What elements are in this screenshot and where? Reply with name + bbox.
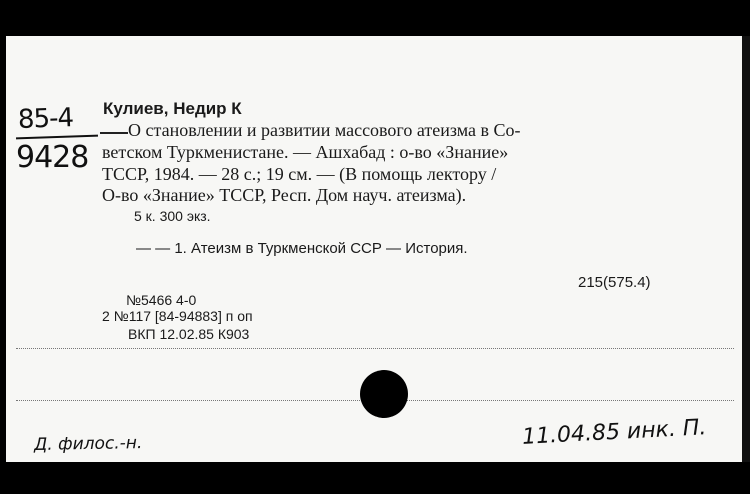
accession-note-1: №5466 4-0 xyxy=(126,292,197,308)
scan-border-bottom xyxy=(0,462,750,494)
shelf-mark-top: 85-4 xyxy=(17,103,74,135)
shelf-mark-bottom: 9428 xyxy=(16,140,89,175)
handwritten-note-left: Д. филос.-н. xyxy=(33,433,143,455)
scan-border-right xyxy=(742,36,750,462)
title-line-4: О-во «Знание» ТССР, Респ. Дом науч. атеизма). xyxy=(102,185,467,205)
card-author: Кулиев, Недир К xyxy=(103,99,242,118)
accession-note-3: ВКП 12.02.85 К903 xyxy=(128,326,250,342)
divider-line xyxy=(16,348,734,349)
handwritten-note-right: 11.04.85 инк. П. xyxy=(521,415,707,450)
accession-note-2: 2 №117 [84-94883] п оп xyxy=(102,308,253,324)
catalog-card xyxy=(6,36,742,462)
shelf-mark-underline xyxy=(16,135,98,140)
class-number: 215(575.4) xyxy=(578,274,651,291)
title-line-2: ветском Туркменистане. — Ашхабад : о-во «Знание» xyxy=(102,142,509,162)
punch-hole xyxy=(360,370,408,418)
title-line-1: О становлении и развитии массового атеизма в Со- xyxy=(128,120,521,140)
title-dash xyxy=(100,132,128,134)
edition-info: 5 к. 300 экз. xyxy=(134,208,211,224)
title-line-3: ТССР, 1984. — 28 с.; 19 см. — (В помощь лектору / xyxy=(102,164,497,184)
scan-border-top xyxy=(0,0,750,36)
subject-heading: — — 1. Атеизм в Туркменской ССР — История. xyxy=(136,240,468,257)
